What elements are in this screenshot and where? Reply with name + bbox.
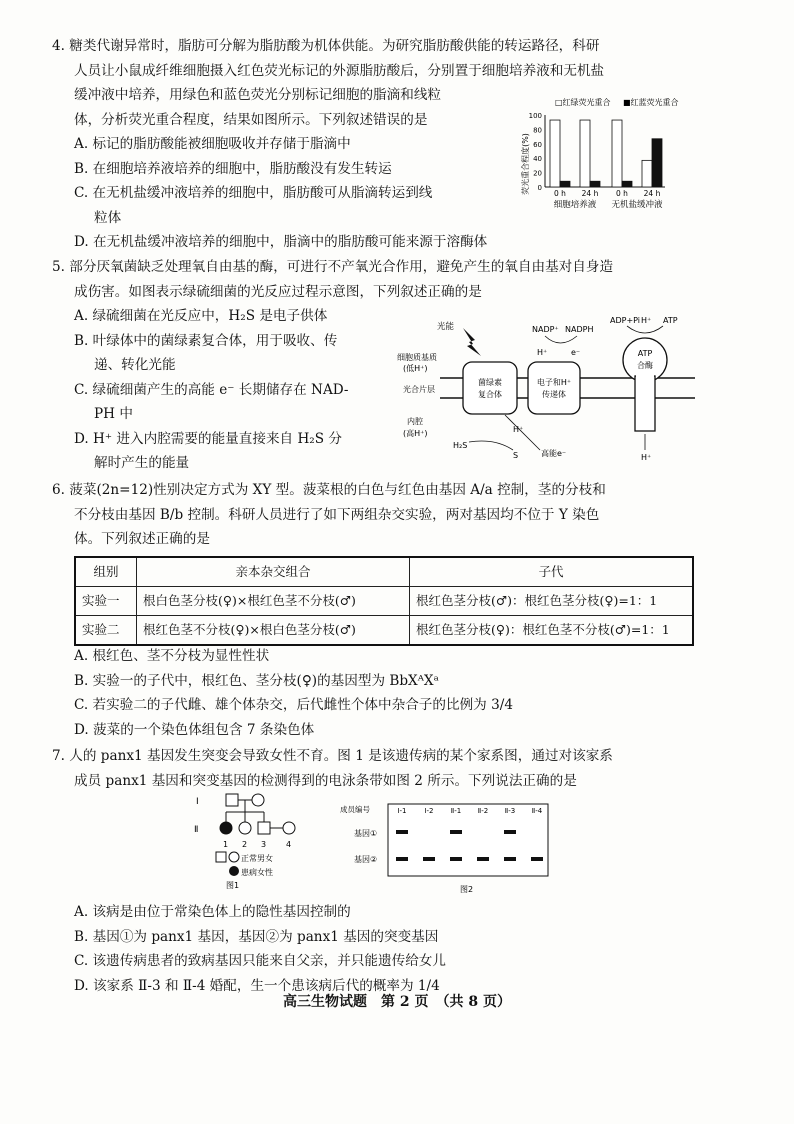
y-tick-40: 40 xyxy=(533,155,542,164)
row1-parents: 根白色茎分枝(♀)×根红色茎不分枝(♂) xyxy=(137,587,410,616)
q4-option-a: A. 标记的脂肪酸能被细胞吸收并存储于脂滴中 xyxy=(74,136,351,152)
chart-ylabel: 荧光重合程度(%) xyxy=(521,133,530,195)
complex1-label-2: 复合体 xyxy=(478,390,502,399)
q4-stem-line3: 缓冲液中培养，用绿色和蓝色荧光分别标记细胞的脂滴和线粒 xyxy=(74,87,442,103)
nadp-label: NADP⁺ xyxy=(532,325,559,334)
legend-normal: 正常男女 xyxy=(241,854,273,863)
y-tick-80: 80 xyxy=(533,126,542,135)
band-gene2-lane3 xyxy=(477,857,489,861)
q4-bar-chart xyxy=(515,92,695,217)
page-footer: 高三生物试题 第 2 页 （共 8 页） xyxy=(283,994,511,1010)
bar-green-3 xyxy=(642,160,652,187)
table-row xyxy=(75,587,693,616)
q5-option-c: C. 绿硫细菌产生的高能 e⁻ 长期储存在 NAD- xyxy=(74,381,349,398)
question-7-options xyxy=(52,900,752,998)
bar-blue-1 xyxy=(590,181,600,187)
bars xyxy=(550,120,662,187)
lane-3: Ⅱ-2 xyxy=(477,807,489,815)
table-row xyxy=(75,616,693,646)
q6-option-a: A. 根红色、茎不分枝为显性性状 xyxy=(74,648,270,664)
cross-table xyxy=(74,556,694,646)
q5-option-a: A. 绿硫细菌在光反应中，H₂S 是电子供体 xyxy=(74,308,328,324)
q4-option-c-cont: 粒体 xyxy=(94,209,122,226)
question-6-options xyxy=(52,644,752,742)
legend-green: □红绿荧光重合 xyxy=(555,98,611,107)
atp-label: ATP xyxy=(663,316,678,325)
ii2-female xyxy=(239,822,251,834)
q6-option-d: D. 菠菜的一个染色体组包含 7 条染色体 xyxy=(74,721,315,738)
q7-option-d: D. 该家系 Ⅱ-3 和 Ⅱ-4 婚配，生一个患该病后代的概率为 1/4 xyxy=(74,977,440,994)
atpase-label-2: 合酶 xyxy=(637,361,653,370)
lightning-icon xyxy=(463,328,481,356)
s-label: S xyxy=(513,451,519,460)
q4-stem-line1: 4. 糖类代谢异常时，脂肪可分解为脂肪酸为机体供能。为研究脂肪酸供能的转运路径，科研 xyxy=(52,38,600,54)
legend-sick: 患病女性 xyxy=(241,868,273,877)
row2-group: 实验二 xyxy=(75,616,137,646)
gene1-label: 基因① xyxy=(354,829,378,838)
bar-blue-3 xyxy=(652,139,662,187)
atpase-label: ATP xyxy=(637,349,653,358)
lumen-label-2: (高H⁺) xyxy=(403,429,428,438)
ii3-male xyxy=(258,822,270,834)
lane-4: Ⅱ-3 xyxy=(504,807,516,815)
bar-blue-2 xyxy=(622,181,632,187)
q4-option-c: C. 在无机盐缓冲液培养的细胞中，脂肪酸可从脂滴转运到线 xyxy=(74,185,433,201)
q6-stem-line3: 体。下列叙述正确的是 xyxy=(74,531,210,547)
q4-option-b: B. 在细胞培养液培养的细胞中，脂肪酸没有发生转运 xyxy=(74,160,392,177)
bar-green-0 xyxy=(550,120,560,187)
lane-1: Ⅰ-2 xyxy=(424,807,434,815)
legend-male-icon xyxy=(216,852,226,862)
y-tick-0: 0 xyxy=(537,184,542,192)
electrophoresis-figure-2 xyxy=(340,800,560,895)
group-label-2: 无机盐缓冲液 xyxy=(611,200,663,210)
bacteriochlorophyll-complex xyxy=(463,362,517,414)
q5-option-b: B. 叶绿体中的菌绿素复合体，用于吸收、传 xyxy=(74,332,338,349)
q4-stem-line4: 体，分析荧光重合程度，结果如图所示。下列叙述错误的是 xyxy=(74,111,428,128)
row2-parents: 根红色茎不分枝(♀)×根白色茎分枝(♂) xyxy=(137,616,410,646)
adp-label: ADP+Pi xyxy=(610,316,641,325)
q6-option-c: C. 若实验二的子代雌、雄个体杂交，后代雌性个体中杂合子的比例为 3/4 xyxy=(74,697,513,713)
q5-photosynthesis-diagram xyxy=(395,310,705,465)
atp-synthase-stalk xyxy=(635,376,655,431)
gel-box xyxy=(388,804,548,876)
legend-sick-icon xyxy=(229,866,239,876)
n3: 3 xyxy=(261,840,267,849)
q5-option-c-cont: PH 中 xyxy=(94,406,133,422)
group-label-1: 细胞培养液 xyxy=(553,200,597,210)
membrane-label: 光合片层 xyxy=(403,385,435,394)
row2-offspring: 根红色茎分枝(♀)：根红色茎不分枝(♂)=1：1 xyxy=(410,616,694,646)
y-tick-100: 100 xyxy=(528,112,542,120)
i2-female xyxy=(252,794,264,806)
band-gene1-lane0 xyxy=(396,830,408,834)
bar-green-2 xyxy=(612,120,622,187)
band-gene2-lane1 xyxy=(423,857,435,861)
electron-carrier xyxy=(528,362,580,414)
header-parents: 亲本杂交组合 xyxy=(137,557,410,587)
pedigree-figure-1 xyxy=(190,790,310,890)
x-cat-2: 0 h xyxy=(616,189,628,198)
high-energy-e: 高能e⁻ xyxy=(541,449,567,458)
gen2-label: Ⅱ xyxy=(194,825,199,835)
y-tick-labels xyxy=(529,112,542,192)
x-cat-3: 24 h xyxy=(643,189,661,198)
band-gene2-lane5 xyxy=(531,857,543,861)
question-7 xyxy=(52,744,752,793)
q5-stem-line2: 成伤害。如图表示绿硫细菌的光反应过程示意图，下列叙述正确的是 xyxy=(74,283,482,300)
bar-green-1 xyxy=(580,120,590,187)
x-category-labels xyxy=(554,189,661,198)
q7-option-b: B. 基因①为 panx1 基因，基因②为 panx1 基因的突变基因 xyxy=(74,928,439,945)
complex2-label-2: 传递体 xyxy=(542,390,566,399)
complex2-label: 电子和H⁺ xyxy=(536,378,572,387)
bottom-hplus: H⁺ xyxy=(641,453,652,462)
n2: 2 xyxy=(242,840,248,849)
legend-blue: ■红蓝荧光重合 xyxy=(623,98,679,107)
q7-stem-line2: 成员 panx1 基因和突变基因的检测得到的电泳条带如图 2 所示。下列说法正确的是 xyxy=(74,772,577,789)
q6-stem-line2: 不分枝由基因 B/b 控制。科研人员进行了如下两组杂交实验，两对基因均不位于 Y 染色 xyxy=(74,506,600,523)
q4-option-d: D. 在无机盐缓冲液培养的细胞中，脂滴中的脂肪酸可能来源于溶酶体 xyxy=(74,234,488,250)
gen1-label: I xyxy=(196,797,199,807)
x-cat-0: 0 h xyxy=(554,189,566,198)
fig2-caption: 图2 xyxy=(460,885,474,894)
complex1-label: 菌绿素 xyxy=(478,378,502,387)
gene2-label: 基因② xyxy=(354,855,378,864)
h2s-label: H₂S xyxy=(453,441,468,450)
band-gene1-lane4 xyxy=(504,830,516,834)
top-hplus: H⁺ xyxy=(537,348,548,357)
q5-option-d: D. H⁺ 进入内腔需要的能量直接来自 H₂S 分 xyxy=(74,430,342,447)
question-6 xyxy=(52,478,752,552)
q7-option-a: A. 该病是由位于常染色体上的隐性基因控制的 xyxy=(74,904,351,920)
lumen-label: 内腔 xyxy=(407,417,423,426)
lane-0: Ⅰ-1 xyxy=(397,807,407,815)
row1-group: 实验一 xyxy=(75,587,137,616)
nadph-label: NADPH xyxy=(565,325,594,334)
legend-female-icon xyxy=(229,852,239,862)
lane-5: Ⅱ-4 xyxy=(531,807,543,815)
band-gene1-lane2 xyxy=(450,830,462,834)
member-label: 成员编号 xyxy=(340,805,370,814)
cytoplasm-label: 细胞质基质 xyxy=(397,353,437,362)
y-tick-60: 60 xyxy=(533,140,542,149)
i1-male xyxy=(226,794,238,806)
light-label: 光能 xyxy=(437,322,455,332)
top-e: e⁻ xyxy=(571,348,581,357)
bottom-hplus-2: H⁺ xyxy=(513,425,524,434)
n1: 1 xyxy=(223,840,229,849)
row1-offspring: 根红色茎分枝(♂)：根红色茎分枝(♀)=1：1 xyxy=(410,587,694,616)
fig1-caption: 图1 xyxy=(226,881,240,890)
q5-option-d-cont: 解时产生的能量 xyxy=(94,455,190,471)
bar-blue-0 xyxy=(560,181,570,187)
q7-option-c: C. 该遗传病患者的致病基因只能来自父亲，并只能遗传给女儿 xyxy=(74,953,446,969)
cytoplasm-label-2: (低H⁺) xyxy=(403,364,428,373)
n4: 4 xyxy=(286,840,292,849)
band-gene2-lane0 xyxy=(396,857,408,861)
atp-hplus: H⁺ xyxy=(641,316,652,325)
q6-stem-line1: 6. 菠菜(2n=12)性别决定方式为 XY 型。菠菜根的白色与红色由基因 A/a 控制，茎的分枝和 xyxy=(52,482,606,498)
q4-stem-line2: 人员让小鼠成纤维细胞摄入红色荧光标记的外源脂肪酸后，分别置于细胞培养液和无机盐 xyxy=(74,62,605,79)
band-gene2-lane2 xyxy=(450,857,462,861)
y-tick-20: 20 xyxy=(533,169,542,178)
header-group: 组别 xyxy=(75,557,137,587)
x-cat-1: 24 h xyxy=(581,189,599,198)
q5-stem-line1: 5. 部分厌氧菌缺乏处理氧自由基的酶，可进行不产氧光合作用，避免产生的氧自由基对自身造 xyxy=(52,259,614,275)
ii1-affected-female xyxy=(220,822,232,834)
lane-2: Ⅱ-1 xyxy=(450,807,462,815)
q7-stem-line1: 7. 人的 panx1 基因发生突变会导致女性不育。图 1 是该遗传病的某个家系图，通过对该家系 xyxy=(52,748,613,764)
ii4-female xyxy=(283,822,295,834)
band-gene2-lane4 xyxy=(504,857,516,861)
q6-option-b: B. 实验一的子代中，根红色、茎分枝(♀)的基因型为 BbXᴬXᵃ xyxy=(74,672,439,689)
table-header-row xyxy=(75,557,693,587)
q5-option-b-cont: 递、转化光能 xyxy=(94,357,176,373)
header-offspring: 子代 xyxy=(410,557,694,587)
